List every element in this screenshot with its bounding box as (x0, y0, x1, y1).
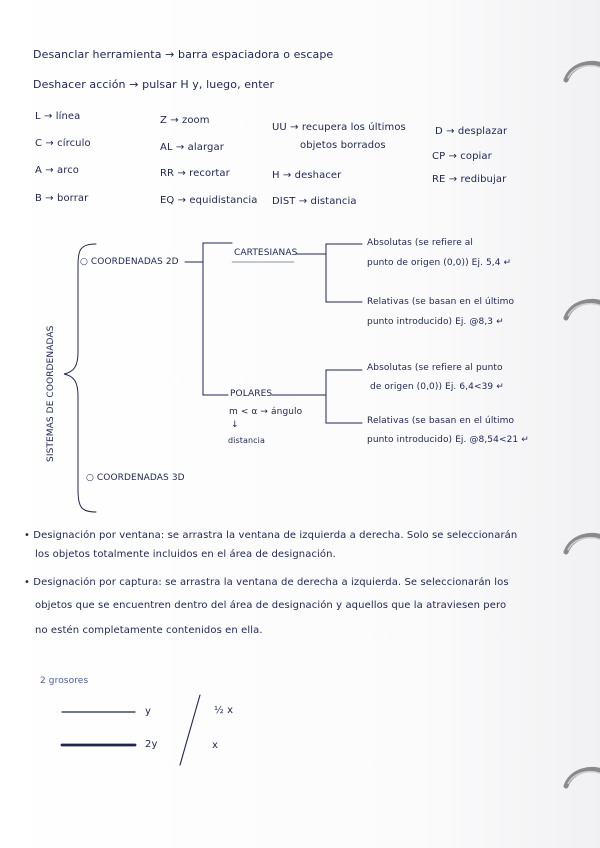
shortcut-redraw: RE → redibujar (432, 174, 507, 185)
cartesian-label: CARTESIANAS (234, 248, 298, 258)
grosor-thick-label: 2y (145, 739, 158, 750)
bullet-capture-line1: • Designación por captura: se arrastra la ventana de derecha a izquierda. Se seleccionarán los (24, 577, 509, 588)
pol-rel-line1: Relativas (se basan en el último (367, 416, 515, 426)
half-x-label: ½ x (214, 705, 234, 716)
cart-rel-line2: punto introducido) Ej. @8,3 ↵ (367, 317, 504, 327)
bullet-window-line1: • Designación por ventana: se arrastra la ventana de izquierda a derecha. Solo se seleccionarán (24, 530, 518, 541)
shortcut-offset: EQ → equidistancia (160, 195, 258, 206)
polar-distance: distancia (228, 436, 266, 445)
pol-abs-line1: Absolutas (se refiere al punto (367, 363, 503, 373)
vertical-label: SISTEMAS DE COORDENADAS (46, 325, 56, 462)
binder-ring-icon (562, 58, 600, 88)
shortcut-erase: B → borrar (35, 193, 89, 204)
cart-abs-line1: Absolutas (se refiere al (367, 238, 474, 248)
cart-abs-line2: punto de origen (0,0)) Ej. 5,4 ↵ (367, 258, 512, 268)
shortcut-undo: H → deshacer (272, 170, 342, 181)
header-line-2: Deshacer acción → pulsar H y, luego, enter (33, 78, 275, 91)
shortcut-distance: DIST → distancia (272, 196, 357, 207)
shortcut-copy: CP → copiar (432, 151, 492, 162)
shortcut-recover-cont: objetos borrados (300, 140, 386, 151)
pol-rel-line2: punto introducido) Ej. @8,54<21 ↵ (367, 435, 529, 445)
bullet-capture-line2: objetos que se encuentren dentro del área de designación y aquellos que la atraviesen pero (35, 600, 507, 611)
binder-ring-icon (562, 530, 600, 560)
main-brace (64, 244, 96, 512)
polar-formula: m < α → ángulo (229, 407, 303, 417)
shortcut-extend: AL → alargar (160, 142, 224, 153)
shortcut-zoom: Z → zoom (160, 115, 210, 126)
shortcut-trim: RR → recortar (160, 168, 230, 179)
polar-arrow: ↓ (231, 420, 239, 430)
grosores-title: 2 grosores (40, 676, 89, 686)
shortcut-move: D → desplazar (435, 126, 508, 137)
bullet-capture-line3: no estén completamente contenidos en ella. (35, 625, 263, 636)
grosor-thin-label: y (145, 706, 152, 717)
pol-abs-line2: de origen (0,0)) Ej. 6,4<39 ↵ (370, 382, 504, 392)
coord-2d-label: ○ COORDENADAS 2D (80, 257, 179, 267)
x-label: x (212, 740, 219, 751)
shortcut-circle: C → círculo (35, 138, 91, 149)
shortcut-arc: A → arco (35, 165, 80, 176)
polar-label: POLARES (230, 389, 273, 399)
coord-3d-label: ○ COORDENADAS 3D (86, 473, 185, 483)
shortcut-line: L → línea (35, 111, 81, 122)
header-line-1: Desanclar herramienta → barra espaciadora o escape (33, 48, 334, 61)
shortcut-recover: UU → recupera los últimos (272, 122, 406, 133)
binder-ring-icon (562, 764, 600, 794)
cart-rel-line1: Relativas (se basan en el último (367, 297, 515, 307)
bullet-window-line2: los objetos totalmente incluidos en el área de designación. (35, 549, 336, 560)
binder-ring-icon (562, 296, 600, 326)
